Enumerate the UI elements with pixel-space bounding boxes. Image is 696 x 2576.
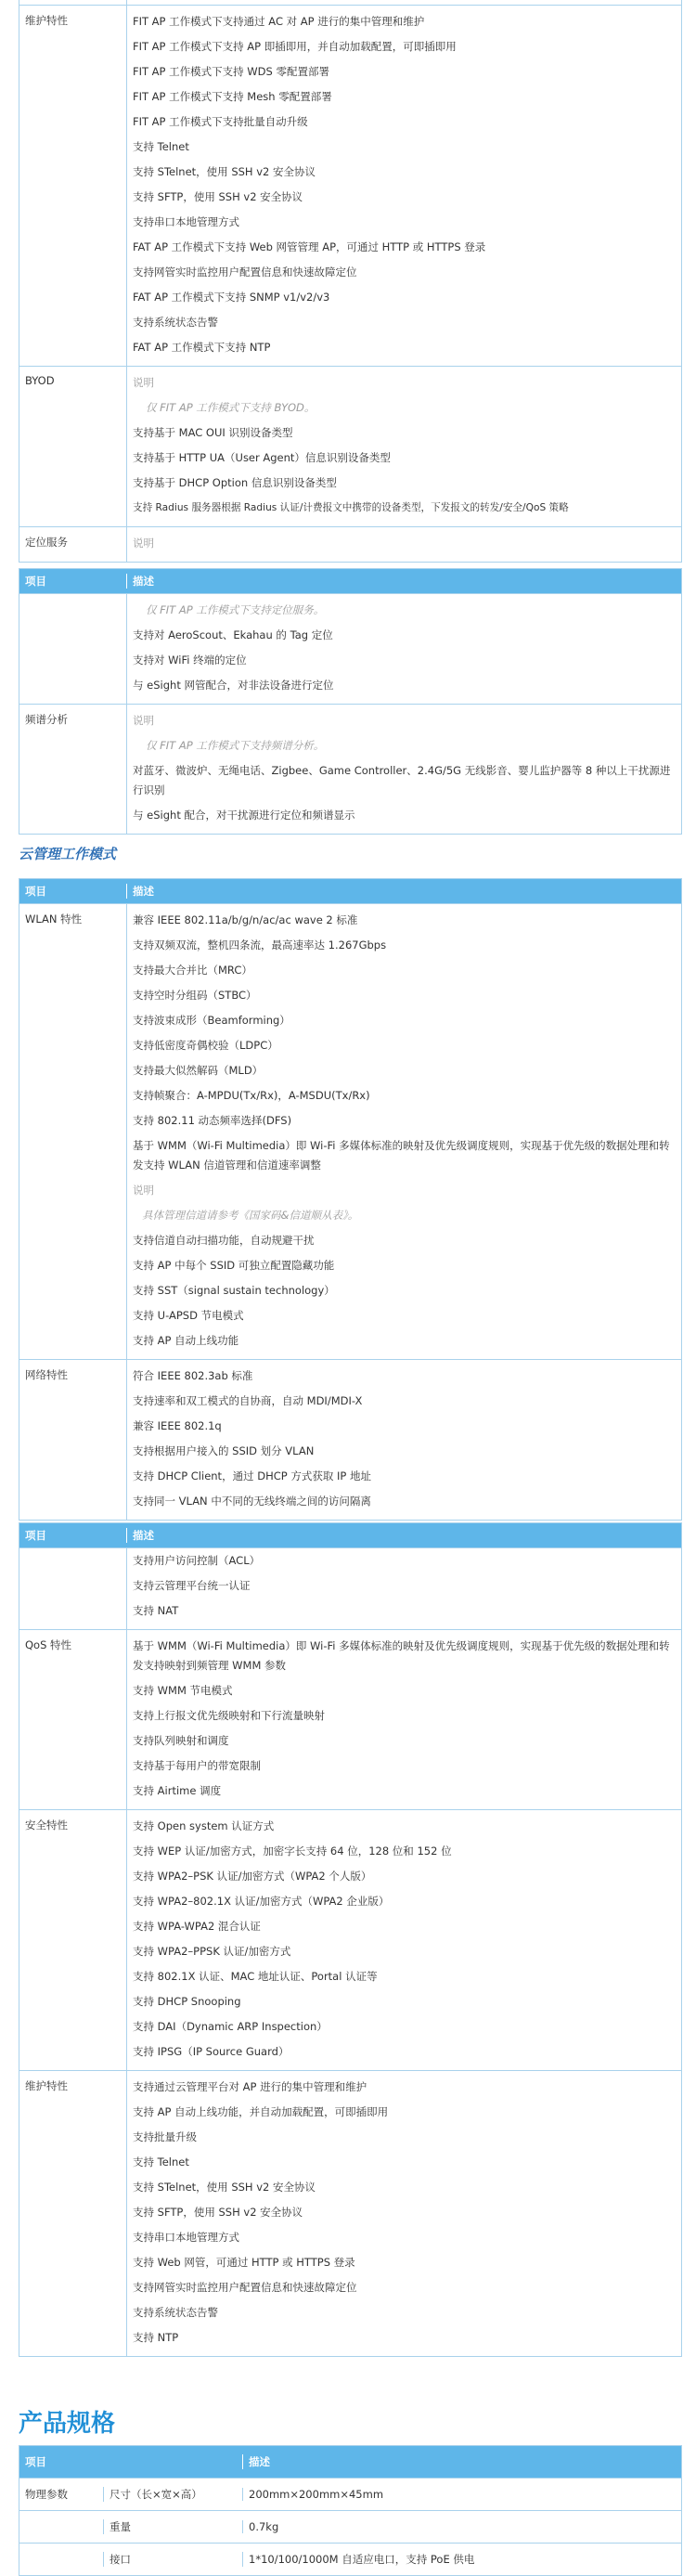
cut-line — [133, 0, 676, 5]
spec-title: 产品规格 — [19, 2410, 116, 2438]
note-text: 仅 FIT AP 工作模式下支持定位服务。 — [146, 603, 325, 616]
note-label: 说明 — [133, 537, 154, 550]
spec-value: 200mm×200mm×45mm — [242, 2488, 681, 2501]
table-row-maintenance — [19, 5, 681, 366]
table-header — [19, 1523, 681, 1547]
table-row-network-cont — [19, 1547, 681, 1629]
list-item: 支持对 AeroScout、Ekahau 的 Tag 定位 — [133, 628, 333, 641]
list-item: 与 eSight 配合，对干扰源进行定位和频谱显示 — [133, 809, 355, 822]
list-item: 支持 802.11 动态频率选择(DFS) — [133, 1114, 292, 1127]
row-content — [127, 367, 681, 526]
table-row-qos — [19, 1629, 681, 1809]
list-item: 支持 DAI（Dynamic ARP Inspection） — [133, 2020, 328, 2033]
list-item: 支持 WPA-WPA2 混合认证 — [133, 1920, 261, 1933]
table-header — [19, 569, 681, 593]
list-item: 支持批量升级 — [133, 2130, 197, 2143]
list-item: FIT AP 工作模式下支持通过 AC 对 AP 进行的集中管理和维护 — [133, 15, 425, 28]
feature-table-fit-continued — [19, 0, 682, 563]
list-item: 支持 SST（signal sustain technology） — [133, 1284, 335, 1297]
header-item: 项目 — [19, 1528, 127, 1543]
list-item: 支持对 WiFi 终端的定位 — [133, 654, 247, 667]
row-content — [127, 1360, 681, 1520]
list-item: 支持系统状态告警 — [133, 2306, 218, 2319]
list-item: 支持波束成形（Beamforming） — [133, 1014, 290, 1027]
list-item: 支持 DHCP Snooping — [133, 1995, 241, 2008]
list-item: 支持 WPA2–PPSK 认证/加密方式 — [133, 1945, 291, 1958]
header-desc: 描述 — [133, 885, 154, 898]
list-item: 支持 WMM 节电模式 — [133, 1684, 233, 1697]
table-row-maintenance — [19, 2070, 681, 2356]
row-group: 物理参数 — [25, 2488, 68, 2501]
row-label: 频谱分析 — [19, 705, 127, 834]
list-item: 支持 NAT — [133, 1604, 179, 1617]
list-item: 支持根据用户接入的 SSID 划分 VLAN — [133, 1444, 315, 1457]
row-label: BYOD — [19, 367, 127, 526]
row-content — [127, 1810, 681, 2070]
list-item: 支持 AP 自动上线功能，并自动加载配置，可即插即用 — [133, 2105, 389, 2118]
list-item: 支持 WEP 认证/加密方式，加密字长支持 64 位，128 位和 152 位 — [133, 1845, 452, 1858]
list-item: 支持 SFTP，使用 SSH v2 安全协议 — [133, 2206, 303, 2219]
list-item: FIT AP 工作模式下支持 AP 即插即用，并自动加载配置，可即插即用 — [133, 40, 457, 53]
table-row — [19, 2478, 681, 2510]
list-item: FAT AP 工作模式下支持 SNMP v1/v2/v3 — [133, 291, 330, 304]
table-row-byod — [19, 366, 681, 526]
list-item: 基于 WMM（Wi-Fi Multimedia）即 Wi-Fi 多媒体标准的映射及优先级调度规则，实现基于优先级的数据处理和转发支持 WLAN 信道管理和信道速率调整 — [133, 1139, 670, 1171]
list-item: 支持 U-APSD 节电模式 — [133, 1309, 244, 1322]
row-content — [127, 6, 681, 366]
table-row-wlan — [19, 903, 681, 1359]
list-item: 支持最大合并比（MRC） — [133, 964, 252, 977]
list-item: 支持 STelnet，使用 SSH v2 安全协议 — [133, 165, 316, 178]
table-header — [19, 879, 681, 903]
list-item: 支持 WPA2–PSK 认证/加密方式（WPA2 个人版） — [133, 1870, 372, 1883]
list-item: 支持云管理平台统一认证 — [133, 1579, 251, 1592]
list-item: 支持上行报文优先级映射和下行流量映射 — [133, 1709, 325, 1722]
table-header — [19, 2446, 681, 2478]
row-label: QoS 特性 — [19, 1630, 127, 1809]
note-text: 仅 FIT AP 工作模式下支持频谱分析。 — [146, 739, 325, 752]
spec-name: 重量 — [103, 2519, 242, 2534]
list-item: 支持基于 HTTP UA（User Agent）信息识别设备类型 — [133, 451, 391, 464]
row-label: WLAN 特性 — [19, 904, 127, 1359]
header-item: 项目 — [25, 2455, 46, 2468]
list-item: FIT AP 工作模式下支持批量自动升级 — [133, 115, 308, 128]
spec-name: 接口 — [103, 2552, 242, 2567]
row-content — [127, 1630, 681, 1809]
list-item: 支持 SFTP，使用 SSH v2 安全协议 — [133, 190, 303, 203]
header-desc: 描述 — [133, 575, 154, 588]
row-label: 网络特性 — [19, 1360, 127, 1520]
list-item: 支持队列映射和调度 — [133, 1734, 229, 1747]
list-item: 与 eSight 网管配合，对非法设备进行定位 — [133, 679, 334, 692]
header-desc: 描述 — [242, 2454, 681, 2469]
list-item: 支持基于 MAC OUI 识别设备类型 — [133, 426, 293, 439]
spec-table — [19, 2445, 682, 2576]
list-item: 支持 AP 自动上线功能 — [133, 1334, 239, 1347]
list-item: 支持 Telnet — [133, 140, 189, 153]
row-content — [127, 705, 681, 834]
list-item: 支持 802.1X 认证、MAC 地址认证、Portal 认证等 — [133, 1970, 378, 1983]
table-row-network — [19, 1359, 681, 1520]
spec-value: 0.7kg — [242, 2520, 681, 2533]
table-row — [19, 2510, 681, 2543]
feature-table-fit-2 — [19, 568, 682, 835]
row-label: 定位服务 — [19, 527, 127, 562]
list-item: FAT AP 工作模式下支持 Web 网管管理 AP，可通过 HTTP 或 HTTPS 登录 — [133, 240, 486, 253]
list-item: 支持 Open system 认证方式 — [133, 1819, 275, 1832]
note-label: 说明 — [133, 714, 154, 727]
row-content — [127, 904, 681, 1359]
list-item: 支持网管实时监控用户配置信息和快速故障定位 — [133, 265, 357, 278]
note-label: 说明 — [133, 376, 154, 389]
list-item: 支持双频双流，整机四条流，最高速率达 1.267Gbps — [133, 938, 387, 951]
list-item: 支持最大似然解码（MLD） — [133, 1064, 264, 1077]
list-item: 支持串口本地管理方式 — [133, 215, 239, 228]
row-label: 维护特性 — [19, 6, 127, 366]
table-row-security — [19, 1809, 681, 2070]
list-item: FIT AP 工作模式下支持 WDS 零配置部署 — [133, 65, 329, 78]
list-item: 支持串口本地管理方式 — [133, 2231, 239, 2244]
note-label: 说明 — [133, 1184, 154, 1197]
list-item: 支持系统状态告警 — [133, 316, 218, 329]
spec-value: 1*10/100/1000M 自适应电口，支持 PoE 供电 — [242, 2552, 681, 2567]
feature-table-cloud-1 — [19, 878, 682, 1521]
table-row-location-cont — [19, 593, 681, 704]
list-item: 支持低密度奇偶校验（LDPC） — [133, 1039, 278, 1052]
row-content — [127, 2071, 681, 2356]
header-item: 项目 — [19, 574, 127, 589]
list-item: 支持 Web 网管，可通过 HTTP 或 HTTPS 登录 — [133, 2256, 355, 2269]
header-item: 项目 — [19, 884, 127, 899]
table-row — [19, 2543, 681, 2575]
list-item: 支持 STelnet，使用 SSH v2 安全协议 — [133, 2181, 316, 2194]
list-item: 支持 Telnet — [133, 2155, 189, 2168]
list-item: 对蓝牙、微波炉、无绳电话、Zigbee、Game Controller、2.4G/5G 无线影音、婴儿监护器等 8 种以上干扰源进行识别 — [133, 764, 671, 796]
list-item: 支持网管实时监控用户配置信息和快速故障定位 — [133, 2281, 357, 2294]
list-item: FIT AP 工作模式下支持 Mesh 零配置部署 — [133, 90, 332, 103]
cloud-mode-title: 云管理工作模式 — [19, 846, 117, 862]
list-item: 支持 Radius 服务器根据 Radius 认证/计费报文中携带的设备类型，下发报文的转发/安全/QoS 策略 — [133, 502, 569, 513]
list-item: 支持速率和双工模式的自协商，自动 MDI/MDI-X — [133, 1394, 363, 1407]
table-row-spectrum — [19, 704, 681, 834]
list-item: 兼容 IEEE 802.1q — [133, 1419, 222, 1432]
list-item: 支持 NTP — [133, 2331, 179, 2344]
list-item: 支持 WPA2–802.1X 认证/加密方式（WPA2 企业版） — [133, 1895, 390, 1908]
row-content — [127, 1548, 681, 1629]
list-item: 支持 DHCP Client，通过 DHCP 方式获取 IP 地址 — [133, 1469, 371, 1482]
list-item: 支持用户访问控制（ACL） — [133, 1554, 261, 1567]
list-item: 基于 WMM（Wi-Fi Multimedia）即 Wi-Fi 多媒体标准的映射及优先级调度规则，实现基于优先级的数据处理和转发支持映射到频管理 WMM 参数 — [133, 1639, 670, 1672]
row-content — [127, 594, 681, 704]
row-content — [127, 527, 681, 562]
list-item: 支持通过云管理平台对 AP 进行的集中管理和维护 — [133, 2080, 367, 2093]
table-row-cut — [19, 0, 681, 5]
feature-table-cloud-2 — [19, 1522, 682, 2357]
row-label: 维护特性 — [19, 2071, 127, 2356]
spec-name: 尺寸（长×宽×高） — [103, 2487, 242, 2502]
list-item: 支持 Airtime 调度 — [133, 1784, 222, 1797]
list-item: 支持帧聚合：A-MPDU(Tx/Rx)，A-MSDU(Tx/Rx) — [133, 1089, 370, 1102]
list-item: 支持 AP 中每个 SSID 可独立配置隐藏功能 — [133, 1259, 335, 1272]
list-item: 支持基于每用户的带宽限制 — [133, 1759, 261, 1772]
list-item: 支持同一 VLAN 中不同的无线终端之间的访问隔离 — [133, 1495, 371, 1508]
list-item: 支持空时分组码（STBC） — [133, 989, 257, 1002]
table-row-location — [19, 526, 681, 562]
note-text: 仅 FIT AP 工作模式下支持 BYOD。 — [146, 401, 316, 414]
list-item: 支持 IPSG（IP Source Guard） — [133, 2045, 290, 2058]
row-label: 安全特性 — [19, 1810, 127, 2070]
list-item: 支持基于 DHCP Option 信息识别设备类型 — [133, 476, 337, 489]
list-item: 支持信道自动扫描功能，自动规避干扰 — [133, 1234, 315, 1247]
header-desc: 描述 — [133, 1529, 154, 1542]
note-text: 具体管理信道请参考《国家码&信道顺从表》。 — [142, 1209, 359, 1222]
list-item: 符合 IEEE 802.3ab 标准 — [133, 1369, 253, 1382]
list-item: FAT AP 工作模式下支持 NTP — [133, 341, 271, 354]
list-item: 兼容 IEEE 802.11a/b/g/n/ac/ac wave 2 标准 — [133, 913, 358, 926]
